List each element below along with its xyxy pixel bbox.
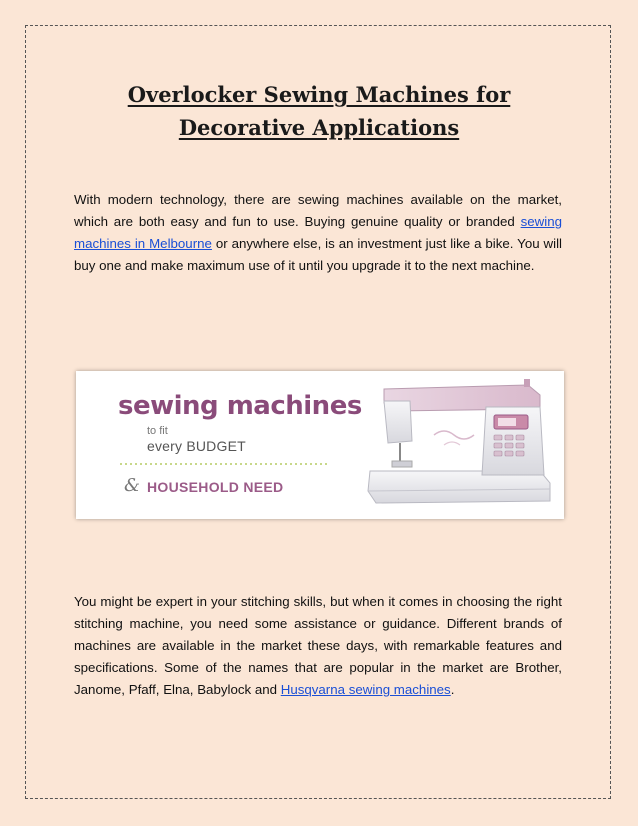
sewing-machines-melbourne-link[interactable]: sewing machines in Melbourne bbox=[74, 214, 562, 251]
title-line-1: Overlocker Sewing Machines for bbox=[127, 82, 511, 107]
banner-ampersand: & bbox=[124, 475, 141, 496]
banner-household-need: HOUSEHOLD NEED bbox=[147, 479, 284, 495]
intro-text-after: or anywhere else, is an investment just like a bike. You will buy one and make maximum use of it until you upgrade it to the next machine. bbox=[74, 236, 563, 273]
page-title bbox=[74, 78, 564, 144]
banner-dotted-divider bbox=[120, 461, 330, 467]
husqvarna-sewing-machines-link[interactable]: Husqvarna sewing machines bbox=[280, 682, 451, 697]
brands-text-before: You might be expert in your stitching skills, but when it comes in choosing the right stitching machine, you need some assistance or guidance. Different brands of machines are available in the market these days, with remarkable features and specifications. Some of the names that are popular in the market are Brother, Janome, Pfaff, Elna, Babylock and bbox=[74, 594, 562, 697]
sewing-machine-illustration bbox=[364, 379, 556, 511]
title-line-2: Decorative Applications bbox=[178, 115, 460, 140]
banner-to-fit: to fit bbox=[147, 425, 168, 437]
sewing-machines-banner-image bbox=[76, 371, 564, 519]
intro-paragraph bbox=[74, 189, 562, 277]
brands-paragraph bbox=[74, 591, 562, 701]
intro-text-before: With modern technology, there are sewing machines available on the market, which are both easy and fun to use. Buying genuine quality or branded bbox=[74, 192, 562, 229]
brands-text-after: . bbox=[450, 682, 455, 697]
banner-every-budget: every BUDGET bbox=[147, 438, 246, 454]
banner-headline: sewing machines bbox=[118, 391, 362, 421]
